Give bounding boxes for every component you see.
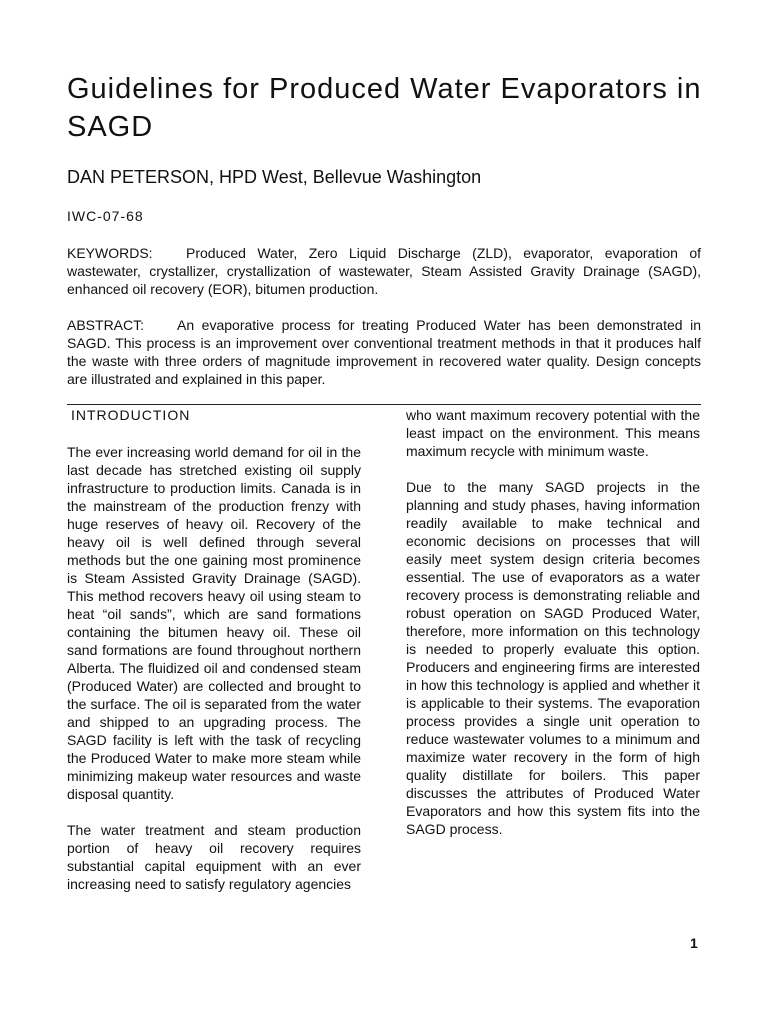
intro-paragraph: The ever increasing world demand for oil in the last decade has stretched existing oil supply infrastructure to production limits. Canada is in the mainstream of the production frenzy with huge reserves of heavy oil. Recovery of the heavy oil is well defined through several methods but the one gaining most prominence is Steam Assisted Gravity Drainage (SAGD). This method recovers heavy oil using steam to heat “oil sands”, which are sand formations containing the bitumen heavy oil. These oil sand formations are found throughout northern Alberta. The fluidized oil and condensed steam (Produced Water) are collected and brought to the surface. The oil is separated from the water and shipped to an upgrading process. The SAGD facility is left with the task of recycling the Produced Water to make more steam while minimizing makeup water resources and waste disposal quantity. <box>67 444 361 802</box>
keywords-label: KEYWORDS: <box>67 245 153 261</box>
section-divider <box>67 404 701 405</box>
author-line: DAN PETERSON, HPD West, Bellevue Washington <box>67 167 482 187</box>
page-number: 1 <box>690 935 698 951</box>
abstract-text: An evaporative process for treating Produced Water has been demonstrated in SAGD. This process is an improvement over conventional treatment methods in that it produces half the waste with three orders of magnitude improvement in recovered water quality. Design concepts are illustrated and explained in this paper. <box>67 317 701 387</box>
intro-paragraph: Due to the many SAGD projects in the planning and study phases, having information readily available to make technical and economic decisions on processes that will easily meet system design criteria becomes essential. The use of evaporators as a water recovery process is demonstrating reliable and robust operation on SAGD Produced Water, therefore, more information on this technology is needed to properly evaluate this option. Producers and engineering firms are interested in how this technology is applied and whether it is applicable to their systems. The evaporation process provides a single unit operation to reduce wastewater volumes to a minimum and maximize water recovery in the form of high quality distillate for boilers. This paper discusses the attributes of Produced Water Evaporators and how this system fits into the SAGD process. <box>406 479 700 837</box>
intro-paragraph: The water treatment and steam production portion of heavy oil recovery requires substantial capital equipment with an ever increasing need to satisfy regulatory agencies <box>67 822 361 892</box>
abstract-section <box>67 316 701 388</box>
left-column <box>67 406 361 911</box>
right-column <box>406 406 700 856</box>
paper-code: IWC-07-68 <box>67 208 144 224</box>
keywords-text: Produced Water, Zero Liquid Discharge (ZLD), evaporator, evaporation of wastewater, crystallizer, crystallization of wastewater, Steam Assisted Gravity Drainage (SAGD), enhanced oil recovery (EOR), bitumen production. <box>67 245 701 297</box>
abstract-label: ABSTRACT: <box>67 317 145 333</box>
introduction-heading: INTRODUCTION <box>71 407 191 423</box>
keywords-section <box>67 244 701 298</box>
intro-paragraph: who want maximum recovery potential with the least impact on the environment. This means maximum recycle with minimum waste. <box>406 407 700 459</box>
paper-title: Guidelines for Produced Water Evaporators in SAGD <box>67 73 702 143</box>
